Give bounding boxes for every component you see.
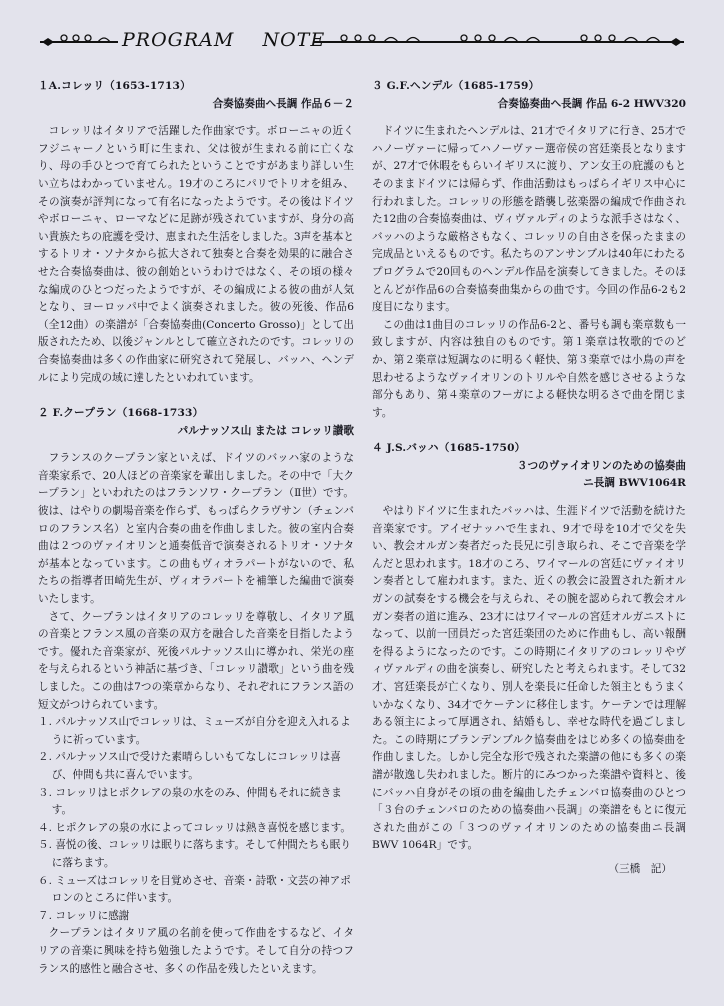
section-2-after-list: クープランはイタリア風の名前を使って作曲をするなど、イタリアの音楽に興味を持ち勉強したようです。そして自分の持つフランス的感性と融合させ、多くの作品を残したといえます。 bbox=[38, 927, 354, 975]
section-2-composer: ２ F.クープラン（1668-1733） bbox=[38, 407, 204, 420]
section-3-paragraph-1: ドイツに生まれたヘンデルは、21才でイタリアに行き、25才でハノーヴァーに帰ってハノーヴァー選帝侯の宮廷楽長となりますが、27才で休暇をもらいイギリスに渡り、アン女王の庇護のもとそのままドイツには帰らず、作曲活動はもっぱらイギリス中心に行われました。コレッリの形態を踏襲し弦楽器の編成で作曲された12曲の合奏協奏曲は、ヴィヴァルディのような派手さはなく、バッハのような厳格さもなく、コレッリの自由さを保ったままの完成品といえるものです。私たちのアンサンブルは40年にわたるプログラムで20回ものヘンデル作品を演奏してきました。そのほとんどが作品6の合奏協奏曲集からの曲です。今回の作品6-2も2度目になります。 bbox=[372, 125, 686, 314]
section-1-paragraph: コレッリはイタリアで活躍した作曲家です。ボローニャの近くフジニャーノという町に生まれ、父は彼が生まれる前に亡くなり、母の手ひとつで育てられたということですがあまり詳しい生い立ちはわかっていません。19才のころにパリでトリオを組み、その演奏が評判になって有名になったようです。その後はドイツやボローニャ、ローマなどに足跡が残されていますが、身分の高い貴族たちの庇護を受け、恵まれた生活をしました。3声を基本とするトリオ・ソナタから拡大されて独奏と合奏を効果的に融合させた合奏協奏曲は、彼の創始というわけではなく、その頃の様々な編成のひとつだったようですが、その編成による彼の曲が人気となり、ヨーロッパ中でよく演奏されました。彼の死後、作品6（全12曲）の楽譜が「合奏協奏曲(Concerto Grosso)」として出版されたため、以後ジャンルとして確立されたのです。コレッリの合奏協奏曲は多くの作曲家に研究されて発展し、バッハ、ヘンデルにより完成の域に達したといわれています。 bbox=[38, 125, 354, 384]
section-3-composer: ３ G.F.ヘンデル（1685-1759） bbox=[372, 80, 540, 92]
section-2-paragraph-1: フランスのクープラン家といえば、ドイツのバッハ家のような音楽家系で、20人ほどの音楽家を輩出しました。その中で「大クープラン」といわれたのはフランソワ・クープラン（Ⅱ世）です。彼は、はやりの劇場音楽を作らず、もっぱらクラヴサン（チェンバロのフランス名）と室内合奏の曲を作曲しました。彼の室内合奏曲は２つのヴァイオリンと通奏低音で演奏されるトリオ・ソナタが基本となっています。この曲もヴィオラパートがないので、私たちの指導者田崎先生が、ヴィオラパートを補筆した編曲で演奏いたします。 bbox=[38, 452, 354, 606]
left-column bbox=[38, 78, 354, 978]
movement-list-item: ５. 喜悦の後、コレッリは眠りに落ちます。そして仲間たちも眠りに落ちます。 bbox=[38, 839, 351, 869]
right-ornament-icon bbox=[314, 30, 686, 50]
section-3-paragraph-2: この曲は1曲目のコレッリの作品6-2と、番号も調も楽章数も一致しますが、内容は独自のものです。第１楽章は牧歌的でのどか、第２楽章は短調なのに明るく軽快、第３楽章では小鳥の声を思わせるようなヴァイオリンのトリルや自然を感じさせるような部分もあり、第４楽章のフーガによる軽快な明るさで曲を閉じます。 bbox=[372, 318, 686, 419]
section-4-work: ３つのヴァイオリンのための協奏曲 bbox=[516, 459, 686, 472]
section-4-composer: ４ J.S.バッハ（1685-1750） bbox=[372, 442, 526, 455]
movement-list-item: ３. コレッリはヒポクレアの泉の水をのみ、仲間もそれに続きます。 bbox=[38, 786, 342, 817]
author-signature: （三橋 記） bbox=[608, 862, 672, 875]
section-1-work: 合奏協奏曲ヘ長調 作品６－２ bbox=[212, 97, 354, 110]
section-1-composer: １A.コレッリ（1653-1713） bbox=[38, 80, 191, 92]
section-3-work: 合奏協奏曲ヘ長調 作品 6-2 HWV320 bbox=[497, 97, 686, 110]
section-4-work-key: ニ長調 BWV1064R bbox=[583, 477, 686, 490]
movement-list-item: ２. パルナッソス山で受けた素晴らしいもてなしにコレッリは喜び、仲間も共に喜んでいます。 bbox=[38, 751, 341, 781]
section-4-paragraph: やはりドイツに生まれたバッハは、生涯ドイツで活動を続けた音楽家です。アイゼナッハで生まれ、9才で母を10才で父を失い、教会オルガン奏者だった長兄に引き取られ、そこで音楽を学んだと思われます。18才のころ、ワイマールの宮廷にヴァイオリン奏者として雇われます。また、近くの教会に設置された新オルガンの試奏をする機会を与えられ、その腕を認められて教会オルガン奏者の道に進み、23才にはワイマールの宮廷オルガニストになって、以前一団員だった宮廷楽団のために作曲もし、高い報酬を得るようになったのです。この時期にイタリアのコレッリやヴィヴァルディの曲を演奏し、研究したと考えられます。そして32才、宮廷楽長が亡くなり、別人を楽長に任命した領主ともうまくいかなくなり、34才でケーテンに移住します。ケーテンでは理解ある領主によって厚遇され、結婚もし、幸せな時代を過ごしました。この時期にブランデンブルク協奏曲をはじめ多くの協奏曲を作曲しました。しかし完全な形で残された楽譜の他にも多くの楽譜が散逸し失われました。断片的にみつかった楽譜や資料と、後にバッハ自身がその頃の曲を編曲したチェンバロ協奏曲のひとつ「３台のチェンバロのための協奏曲ハ長調」の楽譜をもとに復元された曲がこの「３つのヴァイオリンのための協奏曲ニ長調 BWV 1064R」です。 bbox=[372, 505, 686, 852]
header bbox=[38, 28, 686, 58]
movement-list-item: ６. ミューズはコレッリを目覚めさせ、音楽・詩歌・文芸の神アポロンのところに伴います。 bbox=[38, 874, 351, 905]
left-ornament-icon bbox=[38, 30, 122, 50]
section-2-paragraph-2: さて、クープランはイタリアのコレッリを尊敬し、イタリア風の音楽とフランス風の音楽の双方を融合した音楽を目指したようです。優れた音楽家が、死後パルナッソス山に導かれ、栄光の座を与えられるという神話に基づき、「コレッリ讃歌」という曲を残しました。この曲は7つの楽章からなり、それぞれにフランス語の短文がつけられています。 bbox=[38, 610, 354, 711]
movement-list-item: ４. ヒポクレアの泉の水によってコレッリは熱き喜悦を感じます。 bbox=[38, 821, 351, 834]
movement-list-item: ７. コレッリに感謝 bbox=[38, 909, 130, 922]
movement-list-item: １. パルナッソス山でコレッリは、ミューズが自分を迎え入れるように祈っています。 bbox=[38, 716, 351, 746]
right-column bbox=[372, 78, 686, 879]
section-2-work: パルナッソス山 または コレッリ讃歌 bbox=[177, 424, 354, 437]
page-title: PROGRAM NOTE bbox=[122, 29, 326, 51]
